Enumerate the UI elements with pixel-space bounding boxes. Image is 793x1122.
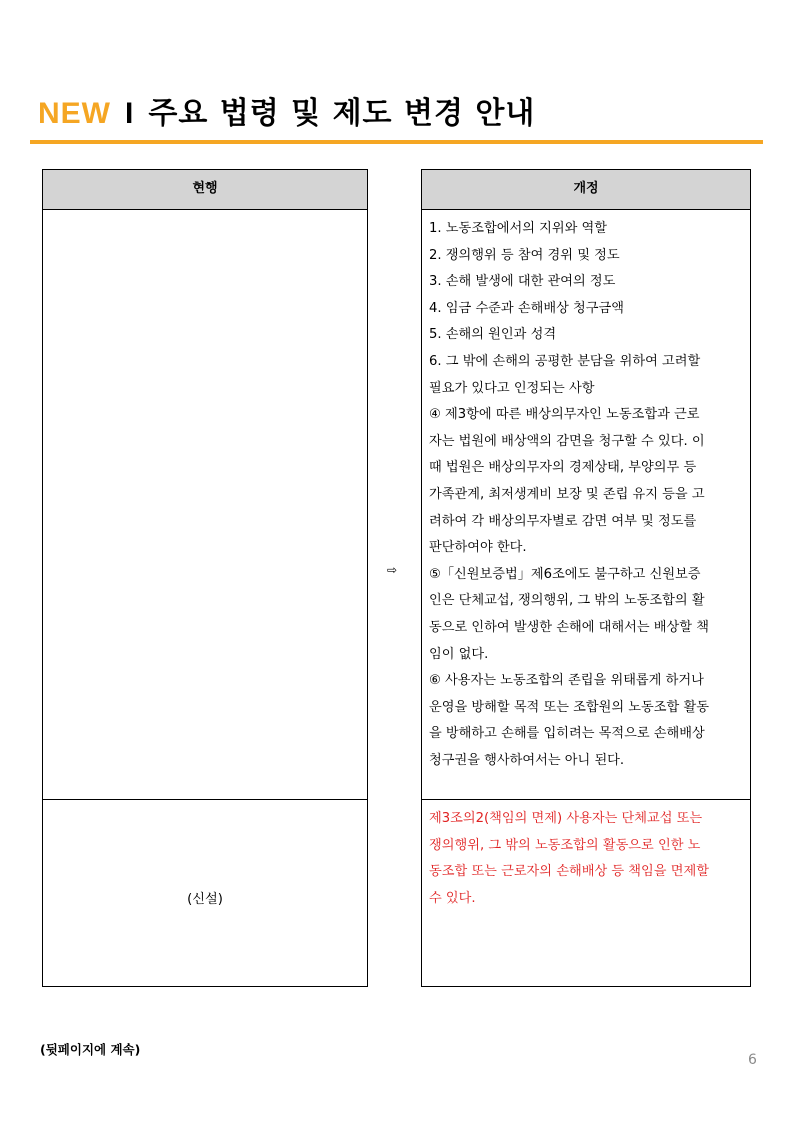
current-bottom-cell (43, 800, 367, 986)
revised-text-line: ⑤「신원보증법」제6조에도 불구하고 신원보증 (429, 566, 701, 582)
page-header (38, 88, 535, 132)
revised-text-line: 임이 없다. (429, 646, 489, 662)
revised-highlight-line: 쟁의행위, 그 밖의 노동조합의 활동으로 인한 노 (429, 837, 701, 853)
revised-text-line: 운영을 방해할 목적 또는 조합원의 노동조합 활동 (429, 699, 709, 715)
revised-highlight-line: 동조합 또는 근로자의 손해배상 등 책임을 면제할 (429, 864, 709, 880)
revised-text-line: 을 방해하고 손해를 입히려는 목적으로 손해배상 (429, 726, 705, 742)
revised-text-line: 6. 그 밖에 손해의 공평한 분담을 위하여 고려할 (429, 353, 701, 369)
revised-top-text (422, 210, 750, 774)
revised-text-line: 4. 임금 수준과 손해배상 청구금액 (429, 300, 624, 316)
revised-highlight-line: 제3조의2(책임의 면제) 사용자는 단체교섭 또는 (429, 811, 703, 826)
revised-text-line: 필요가 있다고 인정되는 사항 (429, 380, 595, 396)
revised-text-line: 가족관계, 최저생계비 보장 및 존립 유지 등을 고 (429, 486, 705, 502)
revised-text-line: 5. 손해의 원인과 성격 (429, 327, 557, 343)
current-column-header: 현행 (43, 170, 367, 210)
new-provision-label: (신설) (187, 892, 223, 907)
header-separator: I (125, 97, 135, 130)
revised-column (421, 169, 751, 987)
revised-text-line: ⑥ 사용자는 노동조합의 존립을 위태롭게 하거나 (429, 673, 704, 689)
revised-column-header: 개정 (422, 170, 750, 210)
current-column (42, 169, 368, 987)
revised-top-cell (422, 210, 750, 800)
revised-text-line: 동으로 인하여 발생한 손해에 대해서는 배상할 책 (429, 619, 709, 635)
revised-text-line: 때 법원은 배상의무자의 경제상태, 부양의무 등 (429, 460, 697, 476)
revised-bottom-cell (422, 800, 750, 986)
page-number: 6 (748, 1052, 757, 1068)
revised-text-line: 청구권을 행사하여서는 아니 된다. (429, 752, 625, 768)
continued-note: (뒷페이지에 계속) (40, 1042, 141, 1057)
revised-text-line: 2. 쟁의행위 등 참여 경위 및 정도 (429, 247, 620, 263)
page-title: 주요 법령 및 제도 변경 안내 (148, 96, 536, 131)
right-arrow-icon: ⇨ (387, 563, 398, 577)
new-label: NEW (38, 97, 111, 130)
revised-text-line: 자는 법원에 배상액의 감면을 청구할 수 있다. 이 (429, 433, 705, 449)
header-divider (30, 140, 763, 144)
revised-bottom-text (422, 800, 750, 912)
revised-text-line: 판단하여야 한다. (429, 540, 527, 556)
revised-text-line: 려하여 각 배상의무자별로 감면 여부 및 정도를 (429, 513, 697, 529)
revised-text-line: 1. 노동조합에서의 지위와 역할 (429, 221, 608, 236)
current-top-cell (43, 210, 367, 800)
revised-text-line: ④ 제3항에 따른 배상의무자인 노동조합과 근로 (429, 407, 700, 423)
revised-text-line: 인은 단체교섭, 쟁의행위, 그 밖의 노동조합의 활 (429, 593, 705, 609)
revised-highlight-line: 수 있다. (429, 890, 476, 906)
revised-text-line: 3. 손해 발생에 대한 관여의 정도 (429, 274, 616, 290)
